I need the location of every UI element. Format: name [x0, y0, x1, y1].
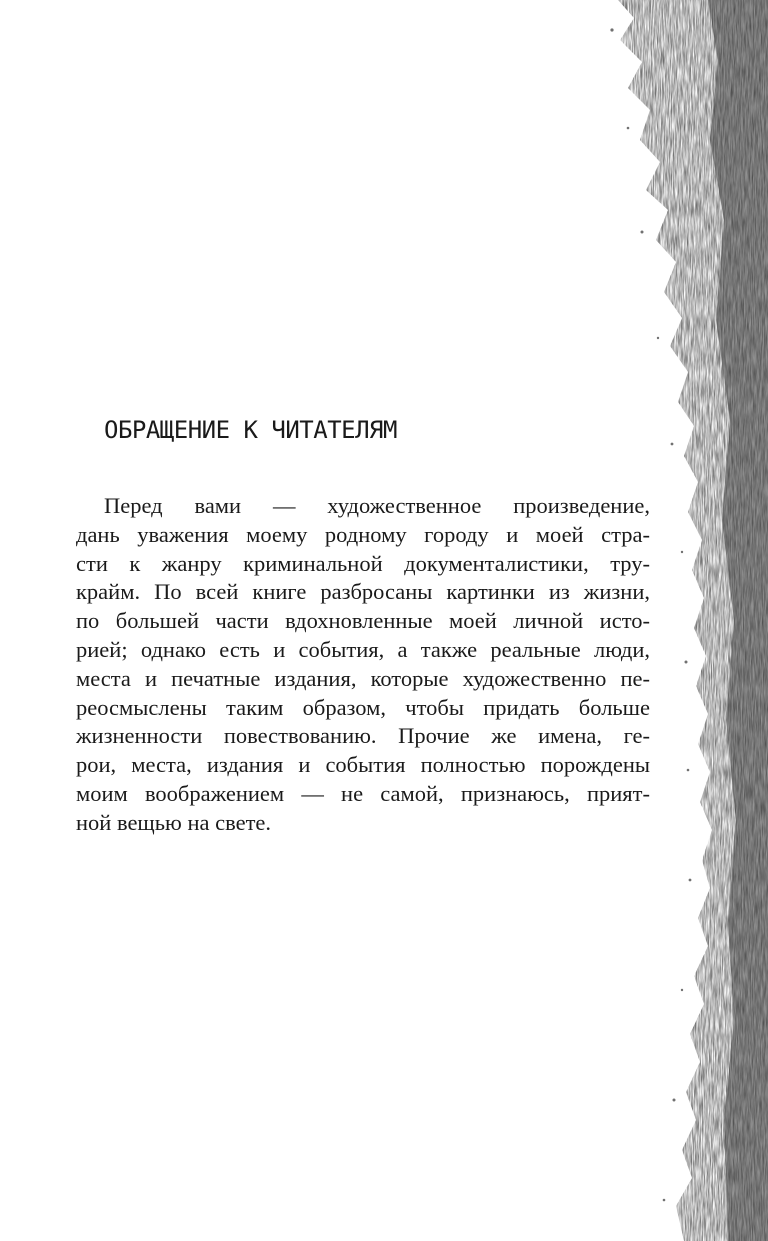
- paragraph-line: места и печатные издания, которые художественно пе-: [76, 665, 650, 691]
- paragraph-line: ной вещью на свете.: [76, 809, 272, 835]
- page-title: ОБРАЩЕНИЕ К ЧИТАТЕЛЯМ: [104, 416, 397, 444]
- paragraph-line: дань уважения моему родному городу и моей стра-: [76, 521, 650, 547]
- paragraph-line: рои, места, издания и события полностью порождены: [76, 752, 650, 778]
- paragraph-line: Перед вами — художественное произведение,: [104, 493, 650, 518]
- paragraph-line: по большей части вдохновленные моей личной исто-: [76, 608, 650, 634]
- paragraph-line: рией; однако есть и события, а также реальные люди,: [76, 636, 650, 662]
- paragraph-line: реосмыслены таким образом, чтобы придать больше: [76, 694, 650, 720]
- paragraph-line: жизненности повествованию. Прочие же имена, ге-: [76, 723, 650, 749]
- paragraph-line: сти к жанру криминальной документалистики, тру-: [76, 550, 650, 576]
- paragraph-line: крайм. По всей книге разбросаны картинки из жизни,: [76, 579, 650, 605]
- paragraph-line: моим воображением — не самой, признаюсь, прият-: [76, 780, 650, 806]
- notice-paragraph: [76, 492, 650, 838]
